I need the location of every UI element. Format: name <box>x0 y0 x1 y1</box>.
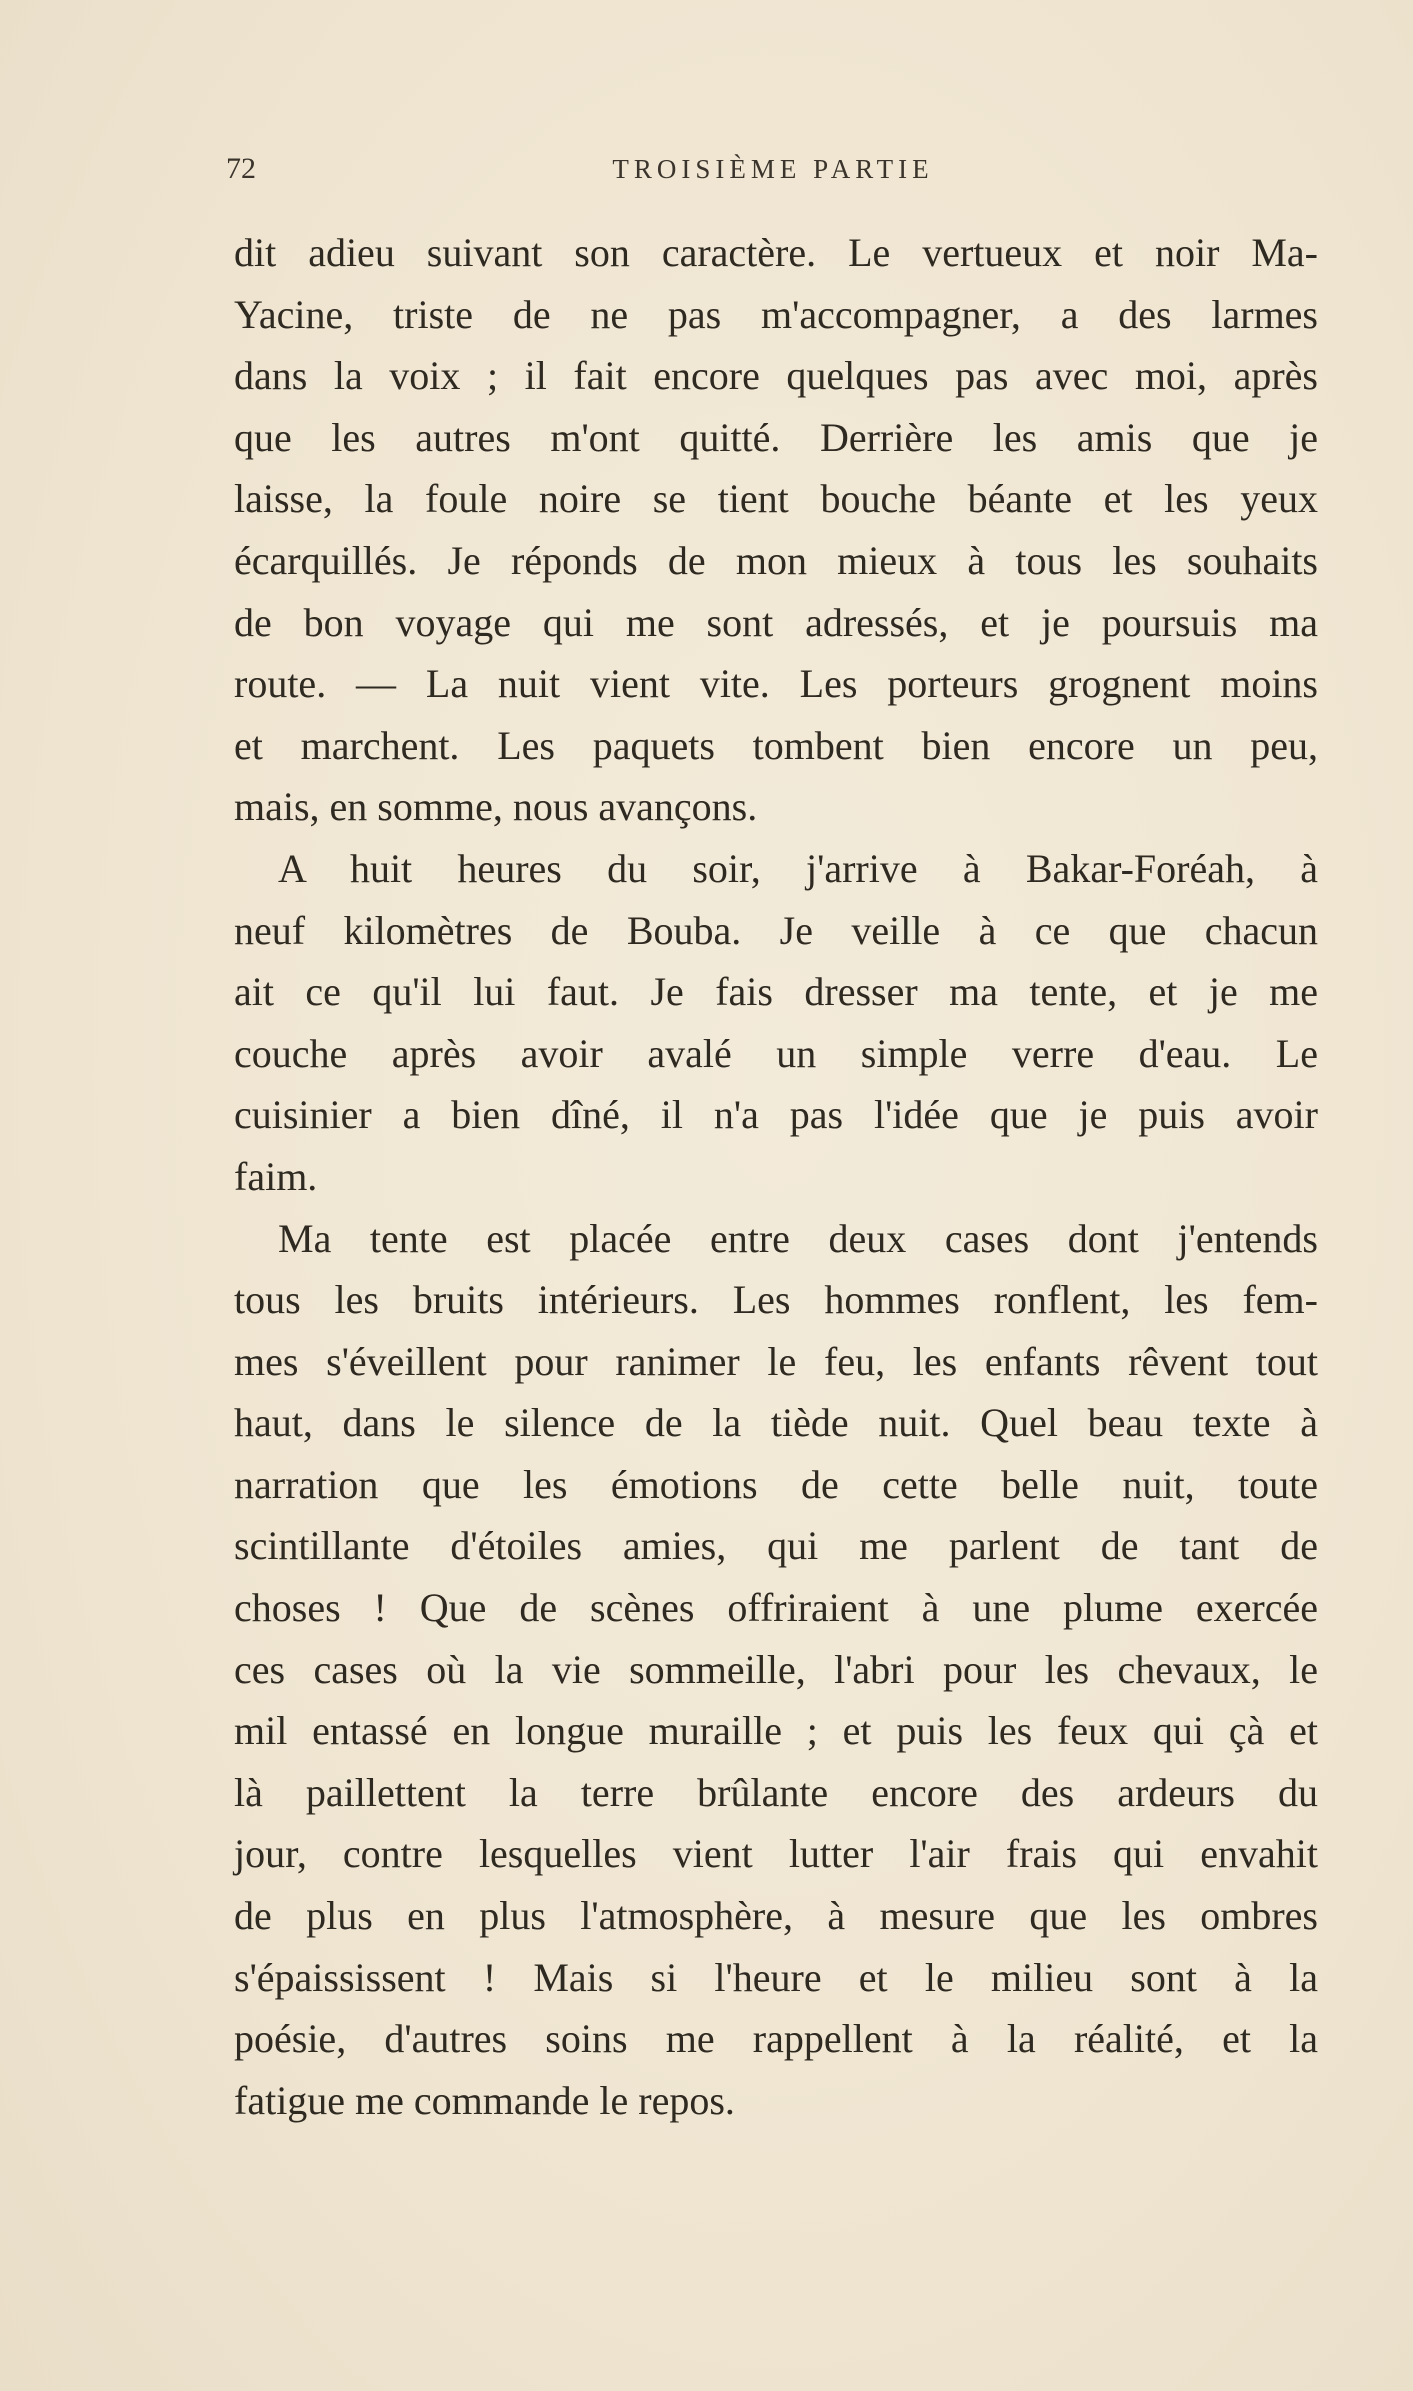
text-line: faim. <box>234 1153 318 1199</box>
text-line: mes s'éveillent pour ranimer le feu, les enfants rêvent tout <box>234 1338 1318 1384</box>
text-line: et marchent. Les paquets tombent bien encore un peu, <box>234 722 1318 768</box>
text-line: de bon voyage qui me sont adressés, et je poursuis ma <box>234 599 1318 645</box>
text-line: mil entassé en longue muraille ; et puis les feux qui çà et <box>234 1708 1318 1754</box>
text-line: ait ce qu'il lui faut. Je fais dresser ma tente, et je me <box>234 969 1318 1015</box>
running-head: TROISIÈME PARTIE <box>612 154 934 184</box>
text-line: couche après avoir avalé un simple verre d'eau. Le <box>234 1030 1318 1076</box>
text-line: A huit heures du soir, j'arrive à Bakar-Foréah, à <box>278 845 1318 891</box>
text-line: jour, contre lesquelles vient lutter l'air frais qui envahit <box>234 1831 1318 1877</box>
text-line: route. — La nuit vient vite. Les porteurs grognent moins <box>234 661 1318 707</box>
text-line: mais, en somme, nous avançons. <box>234 784 758 830</box>
text-line: que les autres m'ont quitté. Derrière les amis que je <box>234 414 1318 460</box>
text-line: s'épaississent ! Mais si l'heure et le milieu sont à la <box>234 1954 1318 2000</box>
paragraph-2 <box>234 838 1318 1208</box>
text-line: tous les bruits intérieurs. Les hommes ronflent, les fem- <box>234 1277 1318 1323</box>
text-line: écarquillés. Je réponds de mon mieux à tous les souhaits <box>234 537 1318 583</box>
page-header <box>226 152 1320 202</box>
text-line: dans la voix ; il fait encore quelques pas avec moi, après <box>234 353 1318 399</box>
text-line: Ma tente est placée entre deux cases dont j'entends <box>278 1215 1318 1261</box>
text-line: cuisinier a bien dîné, il n'a pas l'idée que je puis avoir <box>234 1092 1318 1138</box>
text-line: là paillettent la terre brûlante encore des ardeurs du <box>234 1769 1318 1815</box>
text-line: de plus en plus l'atmosphère, à mesure que les ombres <box>234 1893 1318 1939</box>
body-text <box>234 222 1318 2131</box>
text-line: Yacine, triste de ne pas m'accompagner, a des larmes <box>234 291 1318 337</box>
text-line: poésie, d'autres soins me rappellent à la réalité, et la <box>234 2016 1318 2062</box>
paragraph-1 <box>234 222 1318 838</box>
text-line: fatigue me commande le repos. <box>234 2077 735 2123</box>
text-line: ces cases où la vie sommeille, l'abri pour les chevaux, le <box>234 1646 1318 1692</box>
text-line: scintillante d'étoiles amies, qui me parlent de tant de <box>234 1523 1318 1569</box>
text-line: dit adieu suivant son caractère. Le vertueux et noir Ma- <box>234 230 1318 275</box>
text-line: narration que les émotions de cette belle nuit, toute <box>234 1461 1318 1507</box>
page-number: 72 <box>226 152 256 185</box>
text-line: choses ! Que de scènes offriraient à une plume exercée <box>234 1585 1318 1631</box>
text-line: laisse, la foule noire se tient bouche béante et les yeux <box>234 476 1318 522</box>
paragraph-3 <box>234 1208 1318 2132</box>
text-line: haut, dans le silence de la tiède nuit. Quel beau texte à <box>234 1400 1318 1446</box>
text-line: neuf kilomètres de Bouba. Je veille à ce que chacun <box>234 907 1318 953</box>
